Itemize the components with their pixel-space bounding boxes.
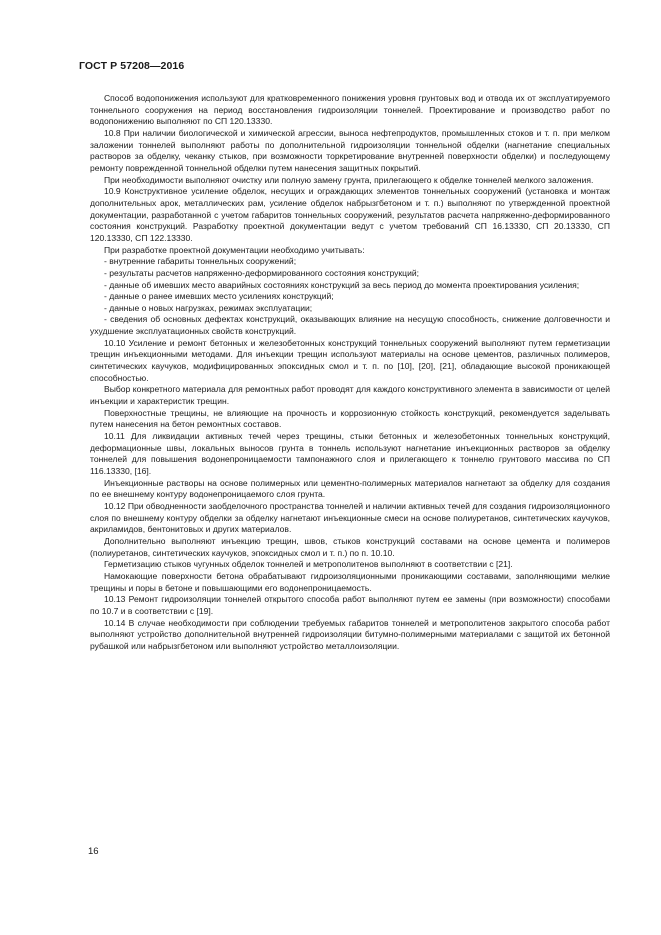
paragraph: 10.10 Усиление и ремонт бетонных и железобетонных конструкций тоннельных сооружений выполняют путем герметизации трещин инъекционными методами. Для инъекции трещин используют материалы на основе цементов, различных полимеров, синтетических каучуков, модифицированных эпоксидных смол и т. п. по [10], [20], [21], обладающие высокой проникающей способностью.	[90, 337, 610, 383]
paragraph: 10.8 При наличии биологической и химической агрессии, выноса нефтепродуктов, промышленных стоков и т. п. при мелком заложении тоннелей выполняют работы по дополнительной гидроизоляции тоннельной обделки (нагнетание специальных растворов за обделку, чеканку стыков, при возможности торкретирование внутренней поверхности обделки) и последующему ремонту поврежденной тоннельной обделки путем нанесения защитных покрытий.	[90, 127, 610, 173]
paragraph: Инъекционные растворы на основе полимерных или цементно-полимерных материалов нагнетают за обделку для создания по ее внешнему контуру водонепроницаемого слоя грунта.	[90, 477, 610, 500]
list-item: - данные о новых нагрузках, режимах эксплуатации;	[104, 302, 313, 313]
list-item: - сведения об основных дефектах конструкций, оказывающих влияние на несущую способность, снижение долговечности и ухудшение эксплуатационных свойств конструкций.	[90, 314, 610, 337]
paragraph: Намокающие поверхности бетона обрабатывают гидроизоляционными проникающими составами, заполняющими мелкие трещины и поры в бетоне и повышающими его водонепроницаемость.	[90, 570, 610, 593]
paragraph: 10.13 Ремонт гидроизоляции тоннелей открытого способа работ выполняют путем ее замены (при возможности) способами по 10.7 и в соответствии с [19].	[90, 594, 610, 616]
paragraph: Дополнительно выполняют инъекцию трещин, швов, стыков конструкций составами на основе цемента и полимеров (полиуретанов, синтетических каучуков, эпоксидных смол и т. п.) по п. 10.10.	[90, 535, 610, 558]
list-item: - результаты расчетов напряженно-деформированного состояния конструкций;	[104, 267, 419, 278]
paragraph: При необходимости выполняют очистку или полную замену грунта, прилегающего к обделке тоннелей мелкого заложения.	[104, 174, 594, 185]
list-item: - внутренние габариты тоннельных сооружений;	[104, 256, 297, 267]
document-header: ГОСТ Р 57208—2016	[79, 60, 185, 72]
page-number: 16	[88, 846, 99, 857]
paragraph: Поверхностные трещины, не влияющие на прочность и коррозионную стойкость конструкций, рекомендуется заделывать путем нанесения на бетон ремонтных составов.	[90, 407, 610, 430]
list-item: - данные об имевших место аварийных состояниях конструкций за весь период до момента проектирования усиления;	[104, 279, 580, 290]
list-item: - данные о ранее имевших место усилениях конструкций;	[104, 291, 334, 302]
paragraph: 10.9 Конструктивное усиление обделок, несущих и ограждающих элементов тоннельных сооружений (установка и монтаж дополнительных арок, металлических рам, усиление обделок набрызгбетоном и т. п.) выполняют по утвержденной проектной документации, разработанной с учетом габаритов тоннельных сооружений, результатов расчета напряженно-деформированного состояния конструкций. Разработку проектной документации ведут с учетом требований СП 16.13330, СП 20.13330, СП 120.13330, СП 122.13330.	[90, 186, 610, 243]
paragraph: 10.11 Для ликвидации активных течей через трещины, стыки бетонных и железобетонных тоннельных конструкций, деформационные швы, локальных выносов грунта в тоннель используют нагнетание инъекционных растворов за обделку тоннелей для повышения водонепроницаемости тампонажного слоя и прилегающего к тоннелю грунтового массива по СП 116.13330, [16].	[90, 431, 610, 476]
paragraph: При разработке проектной документации необходимо учитывать:	[104, 244, 365, 255]
paragraph: Способ водопонижения используют для кратковременного понижения уровня грунтовых вод и отвода их от эксплуатируемого тоннельного сооружения на период восстановления гидроизоляции тоннелей. Проектирование и производство работ по водопонижению выполняют по СП 120.13330.	[90, 93, 610, 127]
paragraph: 10.12 При обводненности заобделочного пространства тоннелей и наличии активных течей для создания гидроизоляционного слоя по внешнему контуру обделки за обделку нагнетают инъекционные смеси на основе полиуретанов, синтетических каучуков, акриламидов, бентонитовых и других материалов.	[90, 500, 610, 535]
paragraph: 10.14 В случае необходимости при соблюдении требуемых габаритов тоннелей и метрополитенов закрытого способа работ выполняют устройство дополнительной внутренней гидроизоляции битумно-полимерными материалами с защитой их бетонной рубашкой или набрызгбетоном или выполняют устройство металлоизоляции.	[90, 617, 610, 651]
paragraph: Выбор конкретного материала для ремонтных работ проводят для каждого конструктивного элемента в зависимости от целей инъекции и характеристик трещин.	[90, 384, 610, 407]
document-body	[90, 93, 610, 653]
paragraph: Герметизацию стыков чугунных обделок тоннелей и метрополитенов выполняют в соответствии с [21].	[104, 559, 513, 570]
